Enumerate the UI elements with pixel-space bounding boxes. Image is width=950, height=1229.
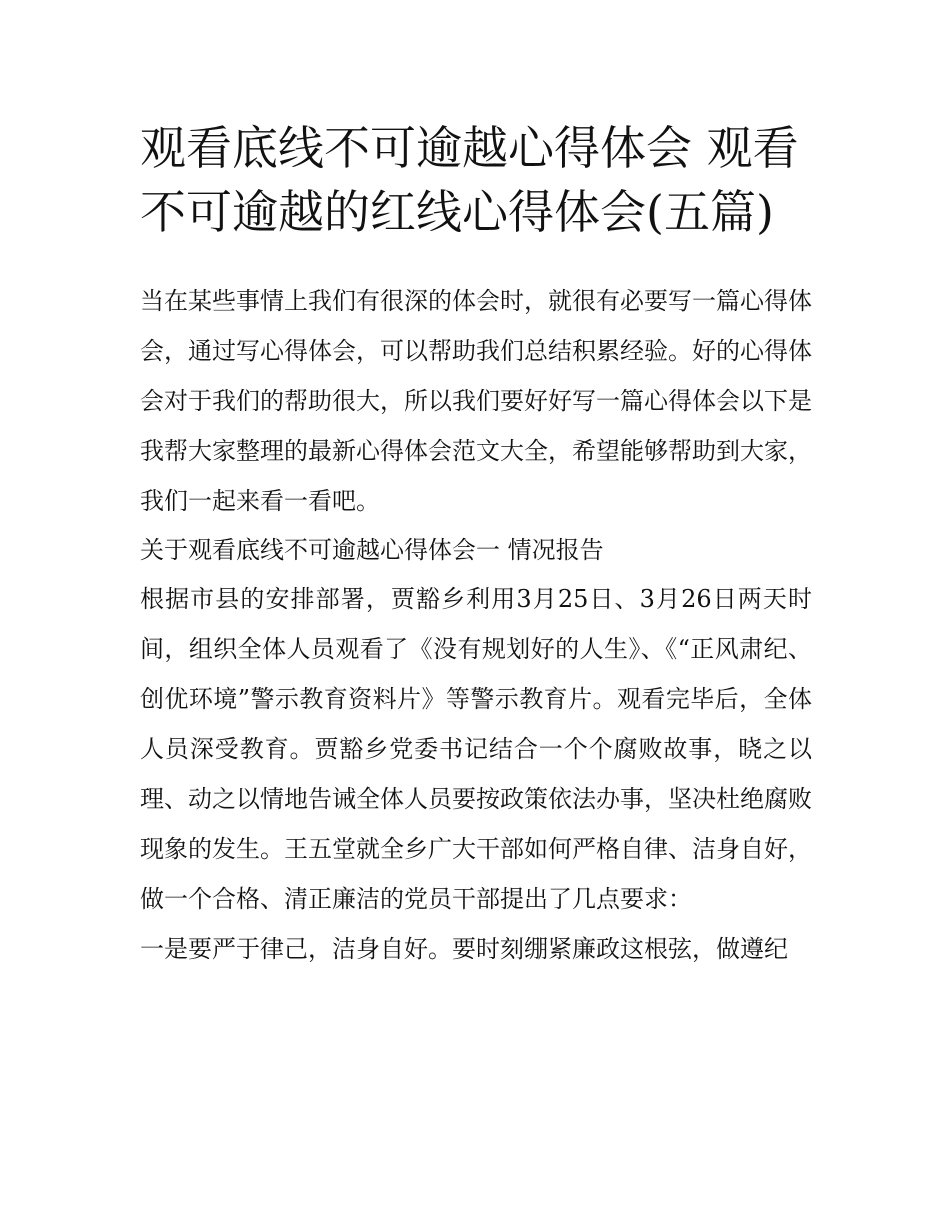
report-paragraph: 根据市县的安排部署，贾豁乡利用3月25日、3月26日两天时间，组织全体人员观看了《没有规划好的人生》、《“正风肃纪、创优环境”警示教育资料片》等警示教育片。观看完毕后，全体人员深受教育。贾豁乡党委书记结合一个个腐败故事，晓之以理、动之以情地告诫全体人员要按政策依法办事，坚决杜绝腐败现象的发生。王五堂就全乡广大干部如何严格自律、洁身自好，做一个合格、清正廉洁的党员干部提出了几点要求： — [140, 585, 812, 913]
document-title: 观看底线不可逾越心得体会 观看不可逾越的红线心得体会(五篇) — [140, 121, 799, 239]
intro-paragraph: 当在某些事情上我们有很深的体会时，就很有必要写一篇心得体会，通过写心得体会，可以帮助我们总结积累经验。好的心得体会对于我们的帮助很大，所以我们要好好写一篇心得体会以下是我帮大家整理的最新心得体会范文大全，希望能够帮助到大家，我们一起来看一看吧。 — [140, 287, 812, 515]
section-heading: 关于观看底线不可逾越心得体会一 情况报告 — [140, 536, 604, 564]
document-body — [140, 276, 812, 974]
document-content — [140, 116, 812, 974]
point-one-paragraph: 一是要严于律己，洁身自好。要时刻绷紧廉政这根弦，做遵纪 — [140, 935, 788, 963]
